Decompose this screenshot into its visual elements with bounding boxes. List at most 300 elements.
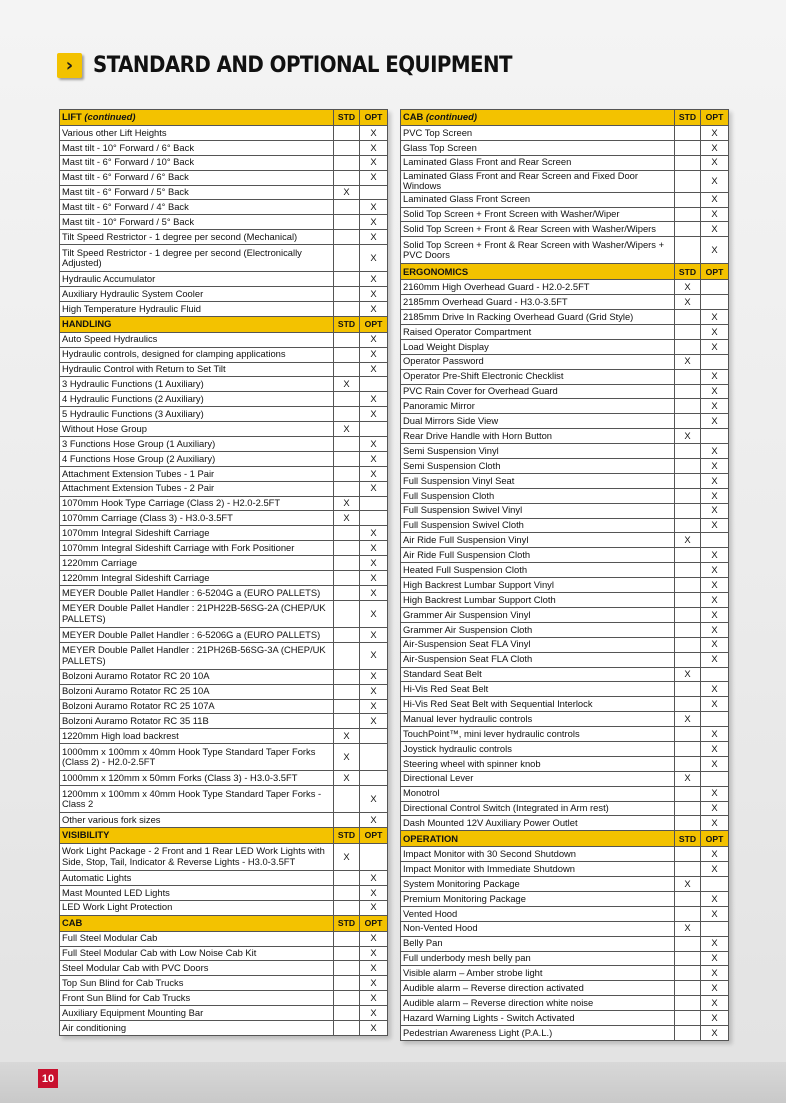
equipment-row — [60, 481, 388, 496]
opt-mark: X — [360, 155, 388, 170]
equipment-row — [60, 332, 388, 347]
std-mark — [675, 847, 701, 862]
equipment-row — [60, 744, 388, 771]
equipment-label: Bolzoni Auramo Rotator RC 20 10A — [60, 669, 334, 684]
equipment-label: Impact Monitor with Immediate Shutdown — [401, 862, 675, 877]
std-mark — [675, 155, 701, 170]
opt-mark: X — [701, 339, 729, 354]
section-header — [60, 827, 388, 843]
equipment-label: Bolzoni Auramo Rotator RC 25 10A — [60, 684, 334, 699]
equipment-label: PVC Rain Cover for Overhead Guard — [401, 384, 675, 399]
equipment-row — [401, 563, 729, 578]
equipment-row — [401, 697, 729, 712]
opt-mark: X — [701, 906, 729, 921]
std-mark — [334, 332, 360, 347]
equipment-row — [60, 140, 388, 155]
opt-mark: X — [360, 900, 388, 915]
equipment-label: Air Ride Full Suspension Cloth — [401, 548, 675, 563]
std-mark — [675, 727, 701, 742]
std-mark — [675, 222, 701, 237]
opt-mark: X — [360, 931, 388, 946]
equipment-label: Grammer Air Suspension Vinyl — [401, 607, 675, 622]
std-mark: X — [334, 511, 360, 526]
opt-mark — [701, 295, 729, 310]
opt-mark: X — [360, 991, 388, 1006]
equipment-row — [401, 369, 729, 384]
equipment-row — [401, 473, 729, 488]
equipment-row — [401, 771, 729, 786]
equipment-row — [401, 399, 729, 414]
opt-mark: X — [360, 140, 388, 155]
equipment-label: 1000mm x 120mm x 50mm Forks (Class 3) - H3.0-3.5FT — [60, 771, 334, 786]
opt-mark — [701, 533, 729, 548]
equipment-row — [60, 699, 388, 714]
section-label: CAB — [403, 111, 424, 123]
std-mark — [675, 951, 701, 966]
equipment-row — [401, 936, 729, 951]
section-label: HANDLING — [62, 318, 112, 330]
equipment-row — [60, 946, 388, 961]
equipment-label: Auxiliary Equipment Mounting Bar — [60, 1006, 334, 1021]
opt-mark: X — [701, 951, 729, 966]
std-mark — [334, 786, 360, 813]
equipment-label: Full Steel Modular Cab — [60, 931, 334, 946]
equipment-label: Semi Suspension Cloth — [401, 459, 675, 474]
std-mark — [334, 272, 360, 287]
std-mark — [675, 816, 701, 831]
equipment-label: Hazard Warning Lights - Switch Activated — [401, 1011, 675, 1026]
equipment-row — [401, 652, 729, 667]
section-suffix: (continued) — [425, 111, 477, 123]
std-mark — [675, 310, 701, 325]
column-header-opt: OPT — [701, 831, 729, 847]
equipment-label: MEYER Double Pallet Handler : 21PH26B-56SG-3A (CHEP/UK PALLETS) — [60, 642, 334, 669]
equipment-label: Auto Speed Hydraulics — [60, 332, 334, 347]
equipment-row — [60, 511, 388, 526]
std-mark — [334, 1020, 360, 1035]
equipment-row — [401, 140, 729, 155]
equipment-label: Audible alarm – Reverse direction white noise — [401, 996, 675, 1011]
opt-mark — [701, 429, 729, 444]
opt-mark: X — [360, 961, 388, 976]
std-mark — [675, 1011, 701, 1026]
equipment-label: 1070mm Integral Sideshift Carriage with Fork Positioner — [60, 541, 334, 556]
opt-mark: X — [701, 140, 729, 155]
std-mark — [334, 870, 360, 885]
equipment-label: Standard Seat Belt — [401, 667, 675, 682]
equipment-label: Bolzoni Auramo Rotator RC 35 11B — [60, 714, 334, 729]
opt-mark: X — [360, 699, 388, 714]
equipment-row — [60, 684, 388, 699]
section-title — [401, 110, 675, 126]
section-header — [401, 110, 729, 126]
std-mark — [334, 900, 360, 915]
std-mark: X — [675, 771, 701, 786]
equipment-label: Semi Suspension Vinyl — [401, 444, 675, 459]
equipment-row — [60, 155, 388, 170]
opt-mark: X — [701, 1025, 729, 1040]
equipment-row — [401, 414, 729, 429]
equipment-label: Solid Top Screen + Front Screen with Washer/Wiper — [401, 207, 675, 222]
equipment-row — [60, 771, 388, 786]
equipment-row — [60, 931, 388, 946]
opt-mark: X — [701, 414, 729, 429]
std-mark: X — [675, 429, 701, 444]
equipment-label: 2185mm Drive In Racking Overhead Guard (Grid Style) — [401, 310, 675, 325]
equipment-label: 2160mm High Overhead Guard - H2.0-2.5FT — [401, 280, 675, 295]
equipment-row — [60, 729, 388, 744]
section-title — [60, 915, 334, 931]
std-mark — [334, 627, 360, 642]
equipment-row — [60, 642, 388, 669]
equipment-row — [401, 222, 729, 237]
opt-mark: X — [360, 301, 388, 316]
std-mark — [675, 414, 701, 429]
opt-mark: X — [360, 976, 388, 991]
opt-mark — [360, 843, 388, 870]
footer-band — [0, 1062, 786, 1103]
column-header-opt: OPT — [360, 316, 388, 332]
equipment-row — [60, 347, 388, 362]
equipment-label: Operator Pre-Shift Electronic Checklist — [401, 369, 675, 384]
std-mark — [334, 1006, 360, 1021]
equipment-row — [401, 877, 729, 892]
equipment-label: Hi-Vis Red Seat Belt with Sequential Interlock — [401, 697, 675, 712]
std-mark — [675, 697, 701, 712]
std-mark — [675, 126, 701, 141]
std-mark — [334, 813, 360, 828]
equipment-label: Directional Lever — [401, 771, 675, 786]
equipment-label: Attachment Extension Tubes - 2 Pair — [60, 481, 334, 496]
equipment-row — [401, 155, 729, 170]
equipment-label: Monotrol — [401, 786, 675, 801]
opt-mark — [701, 280, 729, 295]
std-mark — [675, 862, 701, 877]
equipment-label: Mast tilt - 6° Forward / 6° Back — [60, 170, 334, 185]
equipment-row — [401, 593, 729, 608]
equipment-row — [60, 556, 388, 571]
opt-mark: X — [360, 332, 388, 347]
std-mark — [675, 548, 701, 563]
equipment-label: Dual Mirrors Side View — [401, 414, 675, 429]
equipment-label: PVC Top Screen — [401, 126, 675, 141]
opt-mark: X — [701, 607, 729, 622]
std-mark: X — [675, 712, 701, 727]
section-label: VISIBILITY — [62, 829, 110, 841]
column-header-opt: OPT — [360, 110, 388, 126]
std-mark — [675, 578, 701, 593]
std-mark: X — [334, 185, 360, 200]
equipment-row — [60, 215, 388, 230]
std-mark: X — [675, 533, 701, 548]
equipment-row — [60, 600, 388, 627]
opt-mark: X — [701, 237, 729, 264]
equipment-label: Automatic Lights — [60, 870, 334, 885]
equipment-label: Air conditioning — [60, 1020, 334, 1035]
opt-mark — [360, 422, 388, 437]
opt-mark: X — [360, 556, 388, 571]
equipment-label: Tilt Speed Restrictor - 1 degree per second (Electronically Adjusted) — [60, 245, 334, 272]
opt-mark — [701, 771, 729, 786]
equipment-row — [401, 906, 729, 921]
std-mark — [675, 488, 701, 503]
opt-mark: X — [360, 714, 388, 729]
equipment-label: 1070mm Carriage (Class 3) - H3.0-3.5FT — [60, 511, 334, 526]
equipment-row — [401, 170, 729, 192]
equipment-row — [401, 339, 729, 354]
equipment-row — [401, 607, 729, 622]
equipment-row — [401, 891, 729, 906]
opt-mark: X — [360, 466, 388, 481]
equipment-row — [401, 459, 729, 474]
std-mark — [675, 786, 701, 801]
std-mark — [334, 571, 360, 586]
opt-mark: X — [701, 325, 729, 340]
std-mark — [334, 669, 360, 684]
std-mark — [334, 200, 360, 215]
std-mark: X — [675, 295, 701, 310]
std-mark — [675, 593, 701, 608]
column-header-std: STD — [334, 915, 360, 931]
chevron-right-icon: › — [57, 53, 82, 78]
equipment-label: Air-Suspension Seat FLA Vinyl — [401, 637, 675, 652]
std-mark — [675, 652, 701, 667]
opt-mark: X — [360, 362, 388, 377]
column-header-std: STD — [675, 831, 701, 847]
equipment-row — [60, 301, 388, 316]
equipment-label: Solid Top Screen + Front & Rear Screen with Washer/Wipers + PVC Doors — [401, 237, 675, 264]
opt-mark: X — [701, 473, 729, 488]
equipment-row — [401, 533, 729, 548]
equipment-row — [60, 870, 388, 885]
section-label: LIFT — [62, 111, 82, 123]
opt-mark: X — [360, 287, 388, 302]
equipment-row — [60, 245, 388, 272]
equipment-label: Manual lever hydraulic controls — [401, 712, 675, 727]
std-mark — [675, 966, 701, 981]
equipment-label: Impact Monitor with 30 Second Shutdown — [401, 847, 675, 862]
std-mark — [334, 526, 360, 541]
std-mark — [334, 347, 360, 362]
equipment-label: Various other Lift Heights — [60, 126, 334, 141]
opt-mark: X — [360, 541, 388, 556]
std-mark — [675, 503, 701, 518]
std-mark — [675, 996, 701, 1011]
opt-mark: X — [701, 756, 729, 771]
opt-mark — [360, 511, 388, 526]
equipment-row — [401, 637, 729, 652]
std-mark — [675, 756, 701, 771]
equipment-row — [401, 786, 729, 801]
opt-mark: X — [360, 272, 388, 287]
opt-mark: X — [701, 801, 729, 816]
equipment-label: Pedestrian Awareness Light (P.A.L.) — [401, 1025, 675, 1040]
opt-mark: X — [701, 310, 729, 325]
page-heading — [57, 50, 559, 80]
std-mark — [334, 140, 360, 155]
opt-mark — [701, 921, 729, 936]
equipment-row — [60, 900, 388, 915]
opt-mark: X — [360, 1020, 388, 1035]
equipment-row — [401, 237, 729, 264]
opt-mark: X — [701, 816, 729, 831]
equipment-row — [60, 451, 388, 466]
equipment-row — [60, 185, 388, 200]
opt-mark: X — [701, 126, 729, 141]
std-mark — [675, 622, 701, 637]
equipment-label: Steel Modular Cab with PVC Doors — [60, 961, 334, 976]
equipment-label: Grammer Air Suspension Cloth — [401, 622, 675, 637]
opt-mark: X — [701, 652, 729, 667]
equipment-label: Raised Operator Compartment — [401, 325, 675, 340]
section-header — [60, 316, 388, 332]
equipment-label: Full Suspension Swivel Cloth — [401, 518, 675, 533]
equipment-row — [60, 466, 388, 481]
std-mark — [334, 215, 360, 230]
equipment-row — [60, 813, 388, 828]
equipment-row — [401, 921, 729, 936]
std-mark — [334, 245, 360, 272]
equipment-label: Hydraulic Control with Return to Set Tilt — [60, 362, 334, 377]
opt-mark: X — [360, 642, 388, 669]
std-mark — [334, 885, 360, 900]
column-header-std: STD — [675, 110, 701, 126]
equipment-label: Without Hose Group — [60, 422, 334, 437]
opt-mark: X — [360, 215, 388, 230]
equipment-label: 1070mm Integral Sideshift Carriage — [60, 526, 334, 541]
equipment-row — [401, 354, 729, 369]
section-title — [60, 110, 334, 126]
column-header-opt: OPT — [701, 264, 729, 280]
section-header — [60, 110, 388, 126]
opt-mark: X — [360, 669, 388, 684]
equipment-label: Air-Suspension Seat FLA Cloth — [401, 652, 675, 667]
equipment-row — [60, 541, 388, 556]
opt-mark: X — [701, 847, 729, 862]
equipment-row — [60, 1020, 388, 1035]
equipment-label: High Backrest Lumbar Support Vinyl — [401, 578, 675, 593]
std-mark — [334, 556, 360, 571]
equipment-label: 1220mm Integral Sideshift Carriage — [60, 571, 334, 586]
equipment-row — [60, 287, 388, 302]
section-title — [401, 264, 675, 280]
std-mark — [675, 384, 701, 399]
opt-mark: X — [360, 200, 388, 215]
section-label: CAB — [62, 916, 83, 928]
equipment-row — [60, 669, 388, 684]
equipment-label: Mast tilt - 6° Forward / 4° Back — [60, 200, 334, 215]
equipment-label: 5 Hydraulic Functions (3 Auxiliary) — [60, 407, 334, 422]
opt-mark: X — [701, 563, 729, 578]
std-mark — [675, 207, 701, 222]
equipment-row — [401, 727, 729, 742]
equipment-row — [60, 714, 388, 729]
equipment-label: 2185mm Overhead Guard - H3.0-3.5FT — [401, 295, 675, 310]
std-mark — [334, 362, 360, 377]
std-mark — [334, 585, 360, 600]
equipment-row — [401, 847, 729, 862]
opt-mark — [360, 185, 388, 200]
std-mark — [675, 237, 701, 264]
opt-mark: X — [360, 392, 388, 407]
equipment-row — [401, 503, 729, 518]
equipment-label: Auxiliary Hydraulic System Cooler — [60, 287, 334, 302]
equipment-label: Laminated Glass Front and Rear Screen — [401, 155, 675, 170]
opt-mark — [701, 712, 729, 727]
std-mark — [675, 906, 701, 921]
column-header-opt: OPT — [701, 110, 729, 126]
equipment-row — [60, 961, 388, 976]
column-header-opt: OPT — [360, 827, 388, 843]
column-header-std: STD — [334, 110, 360, 126]
equipment-row — [60, 976, 388, 991]
opt-mark: X — [360, 585, 388, 600]
std-mark — [334, 714, 360, 729]
opt-mark: X — [701, 155, 729, 170]
page-title: STANDARD AND OPTIONAL EQUIPMENT — [93, 52, 513, 78]
std-mark — [675, 444, 701, 459]
opt-mark: X — [360, 1006, 388, 1021]
equipment-label: 1070mm Hook Type Carriage (Class 2) - H2.0-2.5FT — [60, 496, 334, 511]
equipment-row — [401, 981, 729, 996]
std-mark — [334, 451, 360, 466]
opt-mark: X — [701, 622, 729, 637]
equipment-row — [401, 488, 729, 503]
opt-mark: X — [360, 347, 388, 362]
std-mark — [334, 407, 360, 422]
equipment-row — [401, 126, 729, 141]
std-mark — [675, 741, 701, 756]
std-mark — [675, 192, 701, 207]
opt-mark: X — [360, 481, 388, 496]
equipment-label: Full Suspension Vinyl Seat — [401, 473, 675, 488]
opt-mark: X — [701, 578, 729, 593]
equipment-row — [60, 377, 388, 392]
section-title — [60, 827, 334, 843]
opt-mark: X — [360, 437, 388, 452]
equipment-label: MEYER Double Pallet Handler : 21PH22B-56SG-2A (CHEP/UK PALLETS) — [60, 600, 334, 627]
equipment-row — [401, 578, 729, 593]
equipment-label: Full Suspension Cloth — [401, 488, 675, 503]
std-mark: X — [334, 843, 360, 870]
opt-mark: X — [701, 637, 729, 652]
opt-mark: X — [701, 488, 729, 503]
equipment-row — [60, 392, 388, 407]
std-mark — [675, 607, 701, 622]
equipment-label: Mast tilt - 10° Forward / 5° Back — [60, 215, 334, 230]
equipment-label: Other various fork sizes — [60, 813, 334, 828]
opt-mark: X — [360, 870, 388, 885]
opt-mark: X — [360, 230, 388, 245]
equipment-label: Tilt Speed Restrictor - 1 degree per second (Mechanical) — [60, 230, 334, 245]
equipment-row — [60, 272, 388, 287]
equipment-label: Hi-Vis Red Seat Belt — [401, 682, 675, 697]
opt-mark: X — [701, 727, 729, 742]
equipment-label: Full Steel Modular Cab with Low Noise Cab Kit — [60, 946, 334, 961]
equipment-row — [401, 622, 729, 637]
opt-mark: X — [701, 222, 729, 237]
equipment-label: MEYER Double Pallet Handler : 6-5204G a (EURO PALLETS) — [60, 585, 334, 600]
opt-mark: X — [701, 369, 729, 384]
equipment-label: Belly Pan — [401, 936, 675, 951]
std-mark — [675, 1025, 701, 1040]
equipment-label: Top Sun Blind for Cab Trucks — [60, 976, 334, 991]
opt-mark: X — [701, 862, 729, 877]
std-mark — [334, 541, 360, 556]
section-label: OPERATION — [403, 832, 459, 844]
std-mark: X — [675, 921, 701, 936]
equipment-row — [401, 801, 729, 816]
